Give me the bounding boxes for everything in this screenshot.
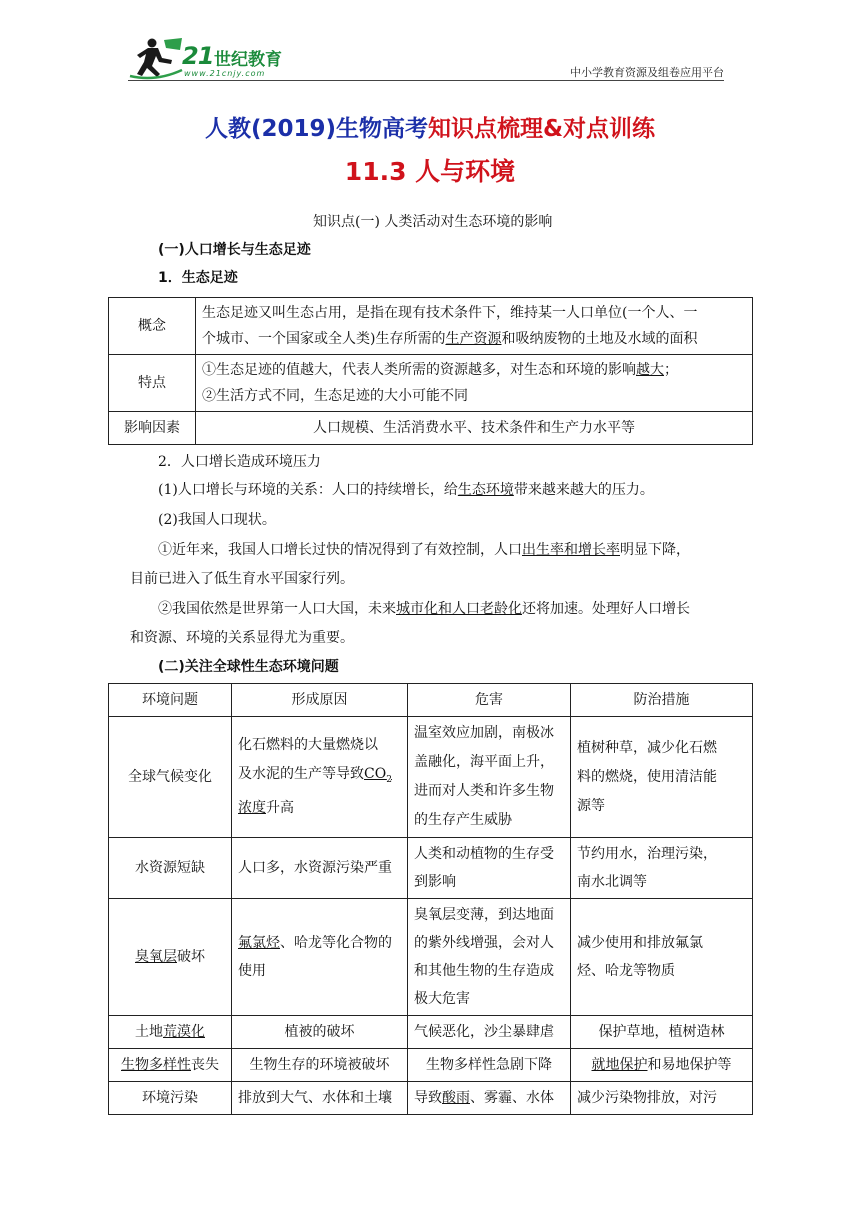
feature-line2: ②生活方式不同，生态足迹的大小可能不同 [202, 388, 468, 404]
table-row [109, 298, 753, 355]
harm-cell: 气候恶化，沙尘暴肆虐 [408, 1016, 571, 1049]
header-divider [128, 80, 724, 81]
subsection-1-heading: (一)人口增长与生态足迹 [158, 242, 311, 258]
harm-cell: 温室效应加剧，南极冰 盖融化，海平面上升， 进而对人类和许多生物 的生存产生威胁 [408, 717, 571, 838]
issue-cell: 环境污染 [109, 1082, 232, 1115]
underlined-term: 荒漠化 [163, 1024, 205, 1040]
paragraph-1: (1)人口增长与环境的关系：人口的持续增长，给生态环境带来越来越大的压力。 [158, 482, 654, 498]
table-row [109, 899, 753, 1016]
concept-line2: 个城市、一个国家或全人类)生存所需的生产资源和吸纳废物的土地及水域的面积 [202, 331, 698, 347]
underlined-term: 生物多样性 [121, 1057, 191, 1073]
col-header-harm: 危害 [408, 684, 571, 717]
logo-text: 世纪教育 [214, 50, 282, 70]
underlined-term: 臭氧层 [135, 949, 177, 965]
measure-cell: 植树种草，减少化石燃 料的燃烧，使用清洁能 源等 [571, 717, 753, 838]
paragraph-3: ①近年来，我国人口增长过快的情况得到了有效控制，人口出生率和增长率明显下降， [158, 542, 690, 558]
issue-cell: 全球气候变化 [109, 717, 232, 838]
underlined-term: 生产资源 [445, 331, 502, 347]
table-row [109, 717, 753, 838]
table-row [109, 1016, 753, 1049]
logo-number: 21 [182, 42, 214, 70]
platform-label: 中小学教育资源及组卷应用平台 [570, 66, 724, 79]
cause-cell: 植被的破坏 [232, 1016, 408, 1049]
page-title [0, 110, 860, 143]
concept-cell [196, 298, 753, 355]
col-header-cause: 形成原因 [232, 684, 408, 717]
feature-line1: ①生态足迹的值越大，代表人类所需的资源越多，对生态和环境的影响越大； [202, 362, 678, 378]
global-issues-table [108, 683, 753, 1115]
table-row [109, 1082, 753, 1115]
paragraph-4-cont: 和资源、环境的关系显得尤为重要。 [130, 630, 354, 646]
underlined-term: 氟氯烃 [238, 935, 280, 951]
harm-cell: 臭氧层变薄，到达地面 的紫外线增强，会对人 和其他生物的生存造成 极大危害 [408, 899, 571, 1016]
harm-cell: 生物多样性急剧下降 [408, 1049, 571, 1082]
cause-cell: 人口多，水资源污染严重 [232, 838, 408, 899]
underlined-term: 浓度 [238, 800, 266, 817]
underlined-term: 城市化和人口老龄化 [396, 601, 522, 617]
underlined-term: $CO_2$ [364, 765, 392, 785]
item-2-heading: 2．人口增长造成环境压力 [158, 454, 321, 470]
title-part2: 知识点梳理&对点训练 [427, 116, 656, 142]
harm-cell: 导致酸雨、雾霾、水体 [408, 1082, 571, 1115]
logo [128, 36, 328, 82]
issue-cell: 臭氧层破坏 [109, 899, 232, 1016]
runner-logo-icon [128, 36, 184, 80]
ecological-footprint-table [108, 297, 753, 445]
underlined-term: 就地保护 [591, 1057, 648, 1073]
table-row [109, 838, 753, 899]
measure-cell: 就地保护和易地保护等 [571, 1049, 753, 1082]
subsection-2-heading: (二)关注全球性生态环境问题 [158, 659, 339, 675]
page-subtitle: 11.3 人与环境 [344, 157, 516, 186]
underlined-term: 越大 [636, 362, 664, 378]
cause-cell: 氟氯烃、哈龙等化合物的 使用 [232, 899, 408, 1016]
underlined-term: 出生率和增长率 [522, 542, 620, 558]
table-row [109, 1049, 753, 1082]
item-1-heading: 1．生态足迹 [158, 270, 238, 286]
table-row [109, 412, 753, 445]
section-heading: 知识点(一) 人类活动对生态环境的影响 [313, 214, 553, 230]
measure-cell: 保护草地，植树造林 [571, 1016, 753, 1049]
row-label-feature: 特点 [109, 355, 196, 412]
issue-cell: 土地荒漠化 [109, 1016, 232, 1049]
issue-cell: 生物多样性丧失 [109, 1049, 232, 1082]
title-part1: 人教(2019)生物高考 [204, 116, 428, 142]
underlined-term: 生态环境 [457, 482, 514, 498]
cause-cell: 化石燃料的大量燃烧以 及水泥的生产等导致$CO_2$ 浓度升高 [232, 717, 408, 838]
paragraph-2: (2)我国人口现状。 [158, 512, 276, 528]
measure-cell: 节约用水，治理污染， 南水北调等 [571, 838, 753, 899]
paragraph-4: ②我国依然是世界第一人口大国，未来城市化和人口老龄化还将加速。处理好人口增长 [158, 601, 690, 617]
issue-cell: 水资源短缺 [109, 838, 232, 899]
factors-cell: 人口规模、生活消费水平、技术条件和生产力水平等 [196, 412, 753, 445]
measure-cell: 减少使用和排放氟氯 烃、哈龙等物质 [571, 899, 753, 1016]
cause-cell: 排放到大气、水体和土壤 [232, 1082, 408, 1115]
measure-cell: 减少污染物排放，对污 [571, 1082, 753, 1115]
underlined-term: 酸雨 [442, 1090, 470, 1106]
harm-cell: 人类和动植物的生存受 到影响 [408, 838, 571, 899]
table-header-row [109, 684, 753, 717]
col-header-measure: 防治措施 [571, 684, 753, 717]
cause-cell: 生物生存的环境被破坏 [232, 1049, 408, 1082]
concept-line1: 生态足迹又叫生态占用，是指在现有技术条件下，维持某一人口单位(一个人、一 [202, 305, 698, 321]
paragraph-3-cont: 目前已进入了低生育水平国家行列。 [130, 571, 354, 587]
row-label-factors: 影响因素 [109, 412, 196, 445]
feature-cell [196, 355, 753, 412]
logo-url: www.21cnjy.com [184, 69, 266, 78]
col-header-issue: 环境问题 [109, 684, 232, 717]
table-row [109, 355, 753, 412]
page-header [128, 36, 724, 82]
row-label-concept: 概念 [109, 298, 196, 355]
